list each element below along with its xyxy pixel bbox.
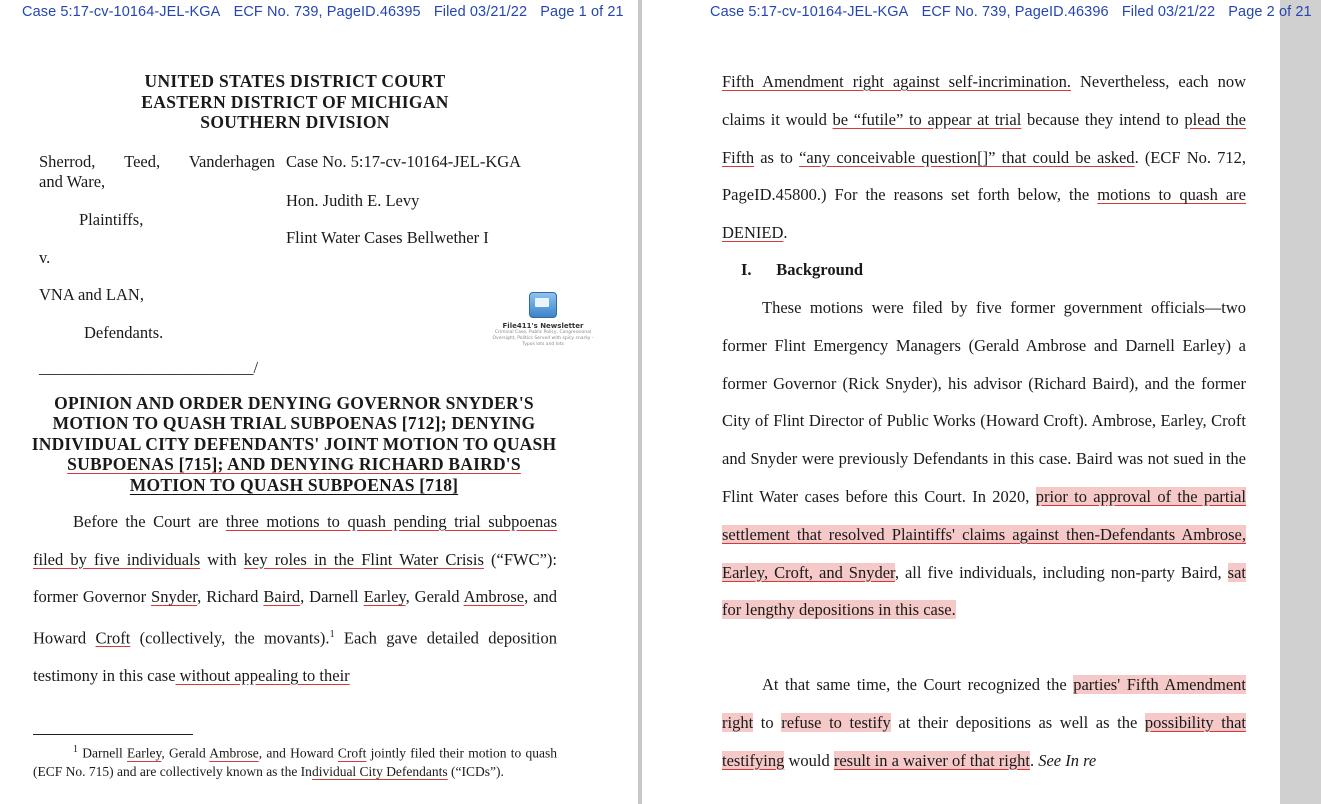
text-run: (“ICDs”).: [447, 764, 504, 779]
page-number: Page 1 of 21: [540, 4, 624, 20]
title-line-text: MOTION TO QUASH SUBPOENAS [718]: [129, 474, 459, 495]
plaintiffs-names-cont: and Ware,: [39, 172, 106, 191]
versus: v.: [39, 248, 51, 267]
annotated-text: dividual City Defendants: [311, 764, 448, 779]
annotated-text: be “futile” to appear at trial: [832, 109, 1022, 129]
annotated-text: without appealing to their: [175, 665, 350, 685]
case-number-caption: Case No. 5:17-cv-10164-JEL-KGA: [286, 152, 522, 171]
text-run: to: [753, 712, 782, 732]
page-header: [22, 4, 633, 20]
judge-name: Hon. Judith E. Levy: [286, 191, 420, 210]
text-run: , and Howard: [258, 745, 338, 761]
annotated-text: motions to quash are DENIED: [722, 185, 1246, 243]
text-run: , Gerald: [405, 587, 464, 607]
text-run: At that same time, the Court recognized the: [762, 675, 1074, 694]
text-run: , Darnell: [300, 587, 364, 607]
annotated-text: Ambrose: [209, 745, 259, 761]
annotated-text: Ambrose: [463, 587, 525, 607]
title-line: SUBPOENAS [715]; AND DENYING RICHARD BAIRD'S: [67, 454, 521, 475]
highlighted-text: prior to approval of the partial settlement that resolved Plaintiffs' claims against then-Defendants Ambrose, Earley, Croft, and Snyder: [722, 486, 1246, 582]
court-line: UNITED STATES DISTRICT COURT: [144, 71, 446, 91]
section-heading: I. Background: [741, 260, 864, 279]
text-run: , and Howard: [33, 587, 558, 648]
defendants-label: Defendants.: [84, 323, 164, 342]
annotated-text: “any conceivable question[]” that could be asked: [799, 147, 1135, 167]
newsletter-watermark: [490, 292, 596, 348]
annotated-text: Earley: [127, 745, 162, 761]
text-run: at their depositions as well as the: [890, 712, 1145, 732]
annotated-text: three motions to quash pending trial subpoenas filed by five individuals: [33, 512, 557, 569]
footnote: [33, 741, 557, 782]
court-heading: [0, 71, 590, 133]
text-run: .: [1029, 750, 1039, 770]
footnote-number: 1: [73, 744, 78, 755]
court-line: SOUTHERN DIVISION: [200, 112, 390, 132]
case-number: Case 5:17-cv-10164-JEL-KGA: [710, 4, 909, 20]
text-run: Before the Court are: [73, 512, 226, 531]
highlighted-text: refuse to testify: [781, 712, 891, 732]
filed-date: Filed 03/21/22: [433, 4, 528, 20]
newsletter-title: File411's Newsletter: [502, 322, 584, 330]
text-run: would: [784, 750, 834, 770]
title-line: MOTION TO QUASH TRIAL SUBPOENAS [712]; DENYING: [52, 413, 536, 434]
title-line: INDIVIDUAL CITY DEFENDANTS' JOINT MOTION TO QUASH: [31, 433, 557, 454]
text-run: . (ECF No. 712, PageID.45800.) For the reasons set forth below, the: [722, 147, 1246, 205]
annotated-text: plead the Fifth: [722, 109, 1246, 167]
text-run: jointly filed their motion to quash (ECF No. 715) and are collectively known as the In: [33, 745, 557, 779]
text-run: Darnell: [78, 745, 128, 761]
background-paragraph: [722, 289, 1246, 629]
annotated-text: Earley: [363, 587, 406, 607]
text-run: with: [200, 549, 244, 569]
court-line: EASTERN DISTRICT OF MICHIGAN: [141, 91, 449, 112]
opinion-title: [18, 393, 570, 495]
filed-date: Filed 03/21/22: [1121, 4, 1216, 20]
text-run: .: [783, 223, 788, 243]
case-number: Case 5:17-cv-10164-JEL-KGA: [22, 4, 221, 20]
text-run: (collectively, the movants).: [130, 628, 330, 648]
ecf-number: ECF No. 739, PageID.46395: [233, 4, 421, 20]
plaintiffs-label: Plaintiffs,: [79, 210, 144, 229]
title-line: [18, 475, 570, 495]
highlighted-text: possibility that testifying: [722, 712, 1246, 770]
defendants-names: VNA and LAN,: [39, 285, 144, 304]
plaintiffs-names: Sherrod, Teed, Vanderhagen: [39, 152, 275, 171]
text-run: because they intend to: [1021, 109, 1185, 129]
ecf-number: ECF No. 739, PageID.46396: [921, 4, 1109, 20]
page-number: Page 2 of 21: [1228, 4, 1312, 20]
highlighted-text: parties' Fifth Amendment right: [722, 675, 1247, 732]
annotated-text: Croft: [95, 628, 131, 648]
text-run: Each gave detailed deposition testimony in this case: [33, 628, 557, 685]
body-paragraph-continued: [722, 63, 1246, 252]
footnote-divider: [33, 734, 193, 735]
footnote-reference: 1: [329, 628, 335, 640]
annotated-text: key roles in the Flint Water Crisis: [243, 549, 484, 569]
fifth-amendment-paragraph: [722, 666, 1246, 779]
annotated-text: Croft: [337, 745, 367, 761]
highlighted-text: result in a waiver of that right: [833, 750, 1030, 770]
text-run: (“FWC”): former Governor: [33, 549, 557, 607]
caption-signature-line: __________________________/: [39, 358, 259, 377]
text-run: These motions were filed by five former government officials—two former Flint Emergency Managers (Gerald Ambrose and Darnell Earley) a former Governor (Rick Snyder), his advisor (Richard Baird), and the former City of Flint Director of Public Works (Howard Croft). Ambrose, Earley, Croft and Snyder were previously Defendants in this case. Baird was not sued in the Flint Water cases before this Court. In 2020,: [722, 298, 1246, 506]
text-run: Nevertheless, each now claims it would: [722, 72, 1247, 129]
highlighted-text: sat for lengthy depositions in this case.: [722, 562, 1246, 620]
annotated-text: Snyder: [151, 587, 198, 607]
newsletter-subtitle: Criminal Case, Public Policy, Congressional Oversight, Politics Served with spicy snarky - Typos lots and lots: [492, 330, 594, 347]
text-run: , Richard: [197, 587, 264, 607]
case-name: Flint Water Cases Bellwether I: [286, 228, 489, 247]
annotated-text: Fifth Amendment right against self-incrimination.: [722, 72, 1072, 91]
title-line: OPINION AND ORDER DENYING GOVERNOR SNYDER'S: [54, 393, 534, 413]
body-paragraph: [33, 503, 557, 694]
monitor-icon: [529, 292, 557, 318]
document-page-1: [0, 0, 638, 804]
text-run: , Gerald: [161, 745, 210, 761]
text-run: as to: [754, 147, 800, 167]
page-header: [710, 4, 1321, 20]
annotated-text: Baird: [263, 587, 301, 607]
text-run: , all five individuals, including non-party Baird,: [894, 562, 1228, 582]
citation-signal: See In re: [1038, 750, 1097, 770]
